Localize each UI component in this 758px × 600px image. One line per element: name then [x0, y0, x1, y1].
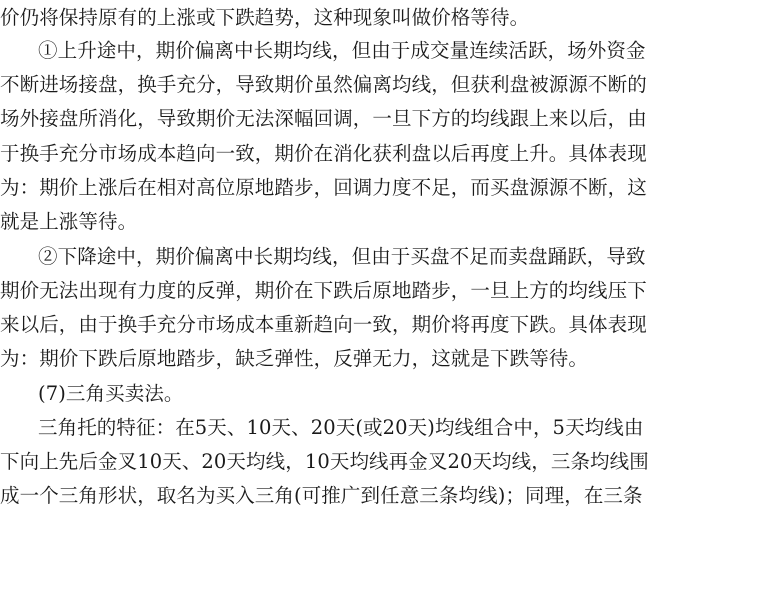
paragraph-line: 于换手充分市场成本趋向一致，期价在消化获利盘以后再度上升。具体表现 [0, 142, 647, 165]
paragraph-line: ②下降途中，期价偏离中长期均线，但由于买盘不足而卖盘踊跃，导致 [38, 245, 646, 268]
paragraph-line: 成一个三角形状，取名为买入三角(可推广到任意三条均线)；同理，在三条 [0, 484, 643, 507]
paragraph-line: 价仍将保持原有的上涨或下跌趋势，这种现象叫做价格等待。 [0, 6, 530, 29]
paragraph-line: 就是上涨等待。 [0, 210, 138, 233]
paragraph-line: 下向上先后金叉10天、20天均线，10天均线再金叉20天均线，三条均线围 [0, 450, 649, 473]
paragraph-line: ①上升途中，期价偏离中长期均线，但由于成交量连续活跃，场外资金 [38, 39, 646, 62]
paragraph-line: 期价无法出现有力度的反弹，期价在下跌后原地踏步，一旦上方的均线压下 [0, 279, 647, 302]
paragraph-line: 不断进场接盘，换手充分，导致期价虽然偏离均线，但获利盘被源源不断的 [0, 73, 647, 96]
paragraph-line: 三角托的特征：在5天、10天、20天(或20天)均线组合中，5天均线由 [38, 416, 644, 439]
paragraph-line: 为：期价下跌后原地踏步，缺乏弹性，反弹无力，这就是下跌等待。 [0, 347, 589, 370]
section-heading: (7)三角买卖法。 [38, 382, 184, 405]
paragraph-line: 为：期价上涨后在相对高位原地踏步，回调力度不足，而买盘源源不断，这 [0, 176, 647, 199]
paragraph-line: 场外接盘所消化，导致期价无法深幅回调，一旦下方的均线跟上来以后，由 [0, 107, 647, 130]
paragraph-line: 来以后，由于换手充分市场成本重新趋向一致，期价将再度下跌。具体表现 [0, 313, 647, 336]
